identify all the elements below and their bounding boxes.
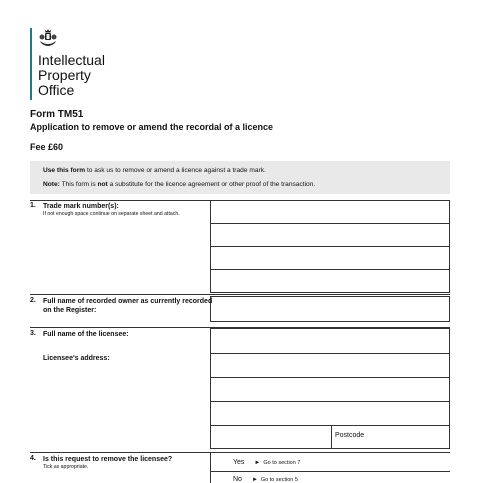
q3-number: 3.	[30, 330, 36, 337]
q4-label: Is this request to remove the licensee?	[43, 456, 173, 463]
no-goto-text: Go to section 5	[260, 477, 298, 483]
q1-hint: If not enough space continue on separate sheet and attach.	[43, 211, 180, 217]
note-line-2	[43, 181, 315, 188]
address-line[interactable]	[211, 402, 449, 426]
recorded-owner-name-line[interactable]	[211, 297, 449, 321]
logo-line-1: Intellectual	[38, 52, 105, 68]
right-arrow-icon: ►	[251, 477, 258, 483]
q2-label: Full name of recorded owner as currently recorded on the Register:	[43, 298, 213, 314]
trade-mark-number-line[interactable]	[211, 247, 449, 270]
logo-line-3: Office	[38, 82, 75, 98]
licensee-address-field[interactable]	[210, 353, 450, 449]
address-line-with-postcode[interactable]	[211, 426, 449, 448]
trade-mark-number-line[interactable]	[211, 224, 449, 247]
royal-crest-icon	[38, 28, 58, 50]
form-title: Form TM51	[30, 109, 84, 120]
note-line-1	[43, 167, 266, 174]
note-box	[30, 161, 450, 194]
logo-accent-bar	[30, 28, 32, 100]
note-2-bold: Note:	[43, 181, 60, 188]
no-label: No	[233, 476, 242, 483]
section-divider	[30, 452, 450, 453]
postcode-divider	[331, 426, 332, 448]
note-2-text: This form is	[59, 181, 98, 188]
option-divider	[210, 471, 450, 472]
address-line[interactable]	[211, 354, 449, 378]
note-1-text: to ask us to remove or amend a licence against a trade mark.	[85, 167, 266, 174]
q4-options-edge	[210, 453, 222, 483]
trade-mark-number-line[interactable]	[211, 201, 449, 224]
licensee-name-line[interactable]	[211, 329, 449, 353]
section-divider	[30, 294, 450, 295]
trade-mark-numbers-field[interactable]	[210, 200, 450, 293]
note-1-bold: Use this form	[43, 167, 86, 174]
right-arrow-icon: ►	[254, 460, 261, 466]
q2-number: 2.	[30, 297, 36, 304]
yes-goto-text: Go to section 7	[263, 460, 301, 466]
q4-option-yes[interactable]	[233, 459, 300, 466]
postcode-label: Postcode	[335, 432, 365, 439]
logo-line-2: Property	[38, 67, 91, 83]
address-line[interactable]	[211, 378, 449, 402]
q4-number: 4.	[30, 455, 36, 462]
form-subtitle: Application to remove or amend the recordal of a licence	[30, 122, 274, 132]
logo-wordmark	[38, 53, 148, 98]
trade-mark-number-line[interactable]	[211, 270, 449, 292]
note-2-bold-not: not	[97, 181, 108, 188]
licensee-address-label: Licensee's address:	[43, 355, 110, 362]
q1-label: Trade mark number(s):	[43, 203, 119, 210]
fee-label: Fee £60	[30, 142, 64, 152]
q1-number: 1.	[30, 202, 36, 209]
recorded-owner-name-field[interactable]	[210, 296, 450, 322]
note-2-rest: a substitute for the licence agreement or other proof of the transaction.	[107, 181, 316, 188]
q4-hint: Tick as appropriate.	[43, 464, 89, 470]
yes-label: Yes	[233, 459, 245, 466]
licensee-name-field[interactable]	[210, 328, 450, 354]
q3-label: Full name of the licensee:	[43, 331, 129, 338]
